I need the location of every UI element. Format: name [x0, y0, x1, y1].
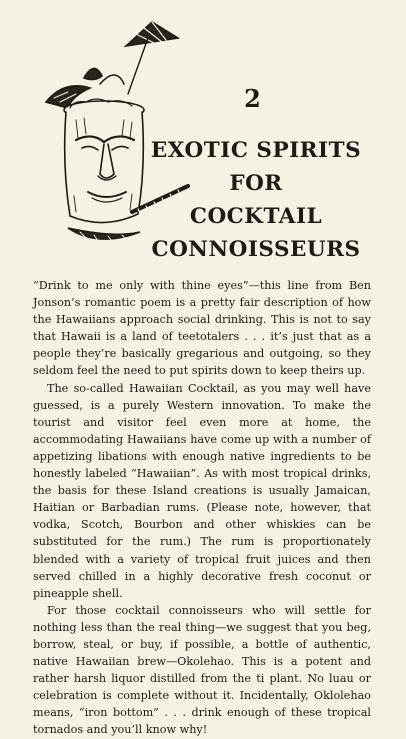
body-text	[33, 277, 371, 739]
paragraph: For those cocktail connoisseurs who will settle for nothing less than the real thing—we suggest that you beg, borrow, steal, or buy, if possible, a bottle of authentic, native Hawaiian brew—Okolehao. This is a potent and rather harsh liquor distilled from the ti plant. No luau or celebration is complete without it. Incidentally, Oklolehao means, “iron bottom” . . . drink enough of these tropical tornados and you’ll know why!	[33, 603, 371, 737]
chapter-title-line: CONNOISSEURS	[151, 237, 361, 262]
paragraph: The so-called Hawaiian Cocktail, as you may well have guessed, is a purely Western innovation. To make the tourist and visitor feel even more at home, the accommodating Hawaiians have come up with a number of appetizing libations with enough native ingredients to be honestly labeled “Hawaiian”. As with most tropical drinks, the basis for these Island creations is usually Jamaican, Haitian or Barbadian rums. (Please note, however, that vodka, Scotch, Bourbon and other whiskies can be substituted for the rum.) The rum is proportionately blended with a variety of tropical fruit juices and then served chilled in a highly decorative fresh coconut or pineapple shell.	[33, 381, 371, 600]
chapter-number: 2	[244, 84, 262, 113]
paragraph: “Drink to me only with thine eyes”—this line from Ben Jonson’s romantic poem is a pretty fair description of how the Hawaiians approach social drinking. This is not to say that Hawaii is a land of teetotalers . . . it’s just that as a people they’re basically gregarious and outgoing, so they seldom feel the need to put spirits down to keep theirs up.	[33, 279, 371, 378]
chapter-title-line: COCKTAIL	[189, 204, 323, 229]
chapter-title-line: FOR	[229, 171, 283, 196]
chapter-title-line: EXOTIC SPIRITS	[150, 138, 362, 163]
chapter-title	[148, 134, 364, 266]
